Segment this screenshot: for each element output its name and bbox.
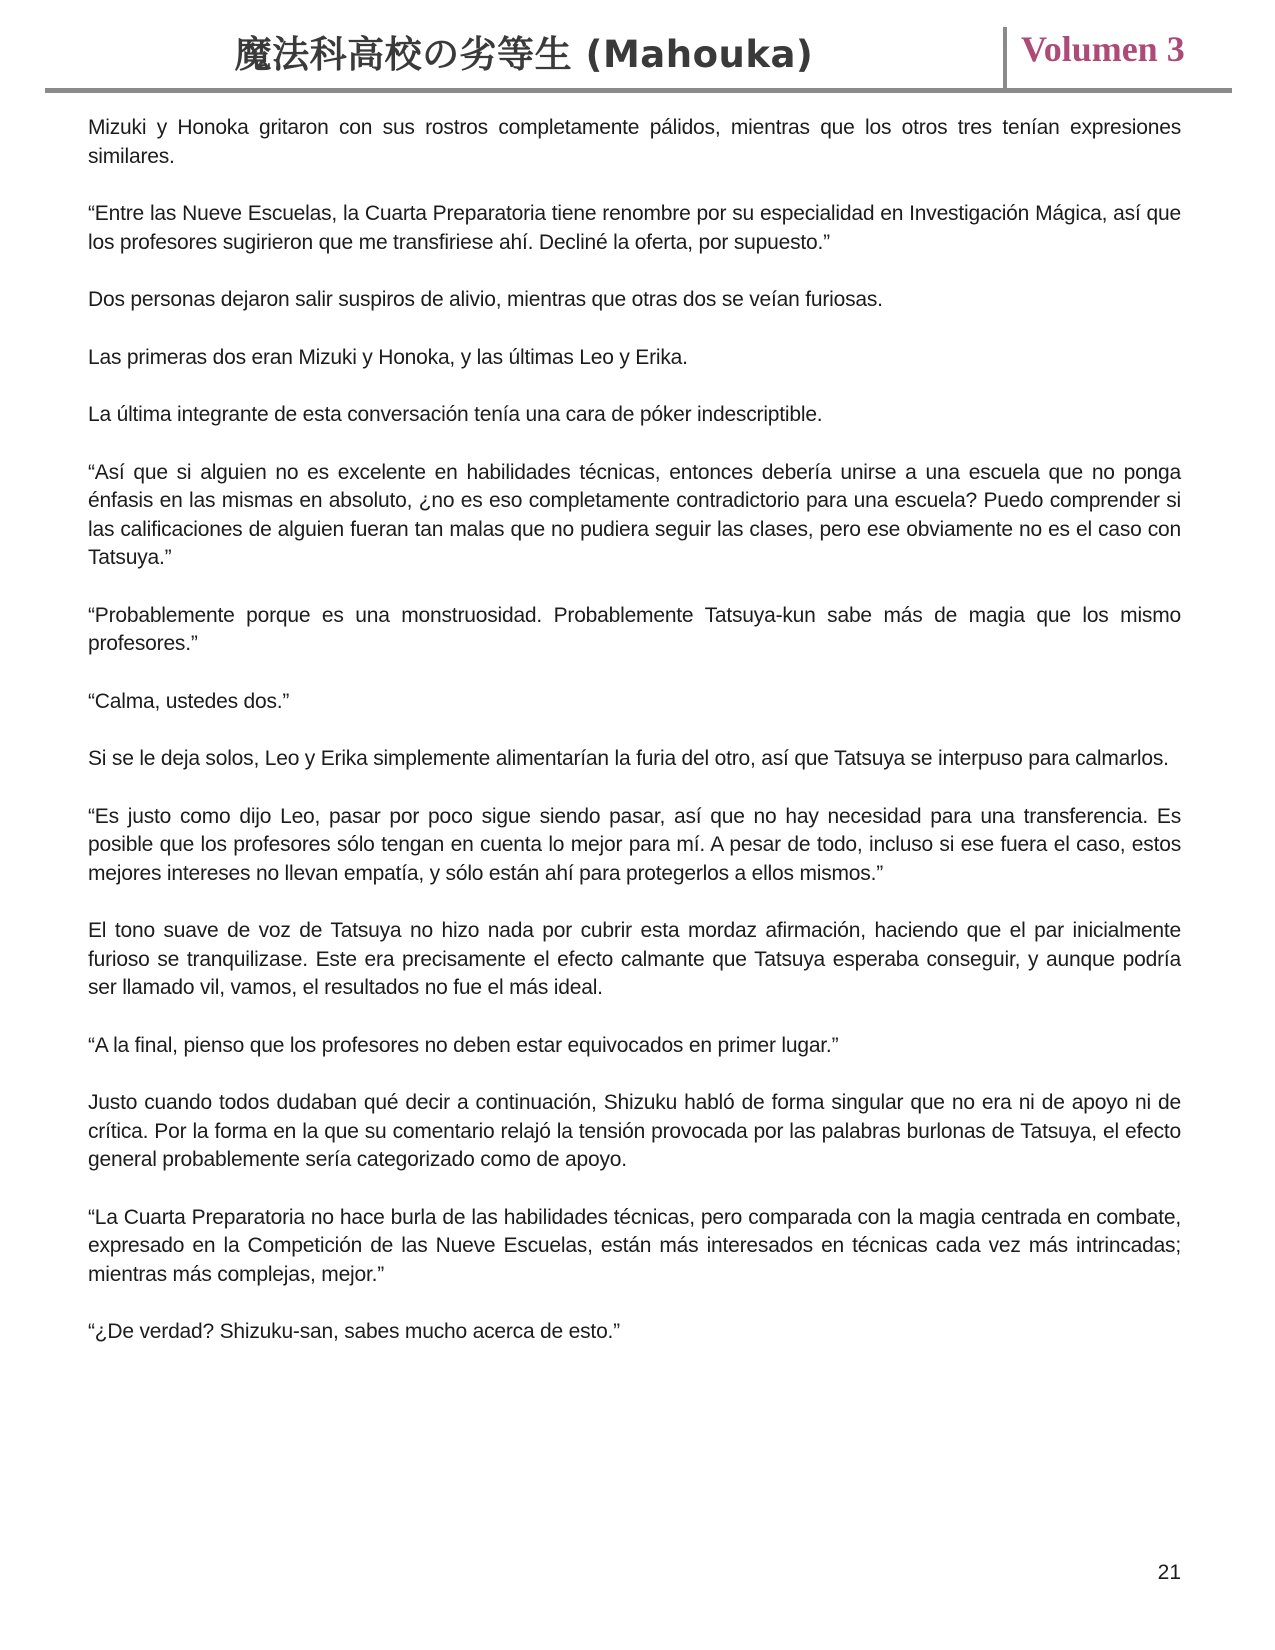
page-header	[0, 0, 1275, 93]
paragraph: “La Cuarta Preparatoria no hace burla de las habilidades técnicas, pero comparada con la magia centrada en combate, expresado en la Competición de las Nueve Escuelas, están más interesados en técnicas cada vez más intrincadas; mientras más complejas, mejor.”	[88, 1205, 1181, 1286]
paragraph: “Entre las Nueve Escuelas, la Cuarta Preparatoria tiene renombre por su especialidad en Investigación Mágica, así que los profesores sugirieron que me transfiriese ahí. Decliné la oferta, por supuesto.”	[88, 202, 1181, 254]
paragraph: El tono suave de voz de Tatsuya no hizo nada por cubrir esta mordaz afirmación, haciendo que el par inicialmente furioso se tranquilizase. Este era precisamente el efecto calmante que Tatsuya esperaba conseguir, y aunque podría ser llamado vil, vamos, el resultados no fue el más ideal.	[88, 919, 1181, 999]
paragraph: Dos personas dejaron salir suspiros de alivio, mientras que otras dos se veían furiosas.	[88, 288, 883, 311]
paragraph: “Probablemente porque es una monstruosidad. Probablemente Tatsuya-kun sabe más de magia que los mismo profesores.”	[88, 603, 1181, 655]
paragraph: “Es justo como dijo Leo, pasar por poco sigue siendo pasar, así que no hay necesidad para una transferencia. Es posible que los profesores sólo tengan en cuenta lo mejor para mí. A pesar de todo, incluso si ese fuera el caso, estos mejores intereses no llevan empatía, y sólo están ahí para protegerlos a ellos mismos.”	[88, 804, 1181, 885]
paragraph: Justo cuando todos dudaban qué decir a continuación, Shizuku habló de forma singular que no era ni de apoyo ni de crítica. Por la forma en la que su comentario relajó la tensión provocada por las palabras burlonas de Tatsuya, el efecto general probablemente sería categorizado como de apoyo.	[88, 1091, 1181, 1171]
page-number: 21	[1157, 1561, 1181, 1584]
paragraph: Si se le deja solos, Leo y Erika simplemente alimentarían la furia del otro, así que Tatsuya se interpuso para calmarlos.	[88, 747, 1169, 770]
volume-label: Volumen 3	[1021, 29, 1185, 69]
paragraph: La última integrante de esta conversación tenía una cara de póker indescriptible.	[88, 403, 823, 426]
paragraph: Mizuki y Honoka gritaron con sus rostros completamente pálidos, mientras que los otros tres tenían expresiones similares.	[88, 116, 1181, 168]
paragraph: “Así que si alguien no es excelente en habilidades técnicas, entonces debería unirse a una escuela que no ponga énfasis en las mismas en absoluto, ¿no es eso completamente contradictorio para una escuela? Puedo comprender si las calificaciones de alguien fueran tan malas que no pudiera seguir las clases, pero ese obviamente no es el caso con Tatsuya.”	[88, 460, 1181, 569]
page-title: 魔法科高校の劣等生 (Mahouka)	[234, 33, 814, 76]
document-body	[88, 93, 1181, 1376]
paragraph: “A la final, pienso que los profesores no deben estar equivocados en primer lugar.”	[88, 1033, 839, 1057]
paragraph: “¿De verdad? Shizuku-san, sabes mucho acerca de esto.”	[88, 1320, 620, 1343]
paragraph: Las primeras dos eran Mizuki y Honoka, y las últimas Leo y Erika.	[88, 345, 688, 369]
header-vertical-divider	[1003, 27, 1007, 93]
paragraph: “Calma, ustedes dos.”	[88, 689, 290, 713]
